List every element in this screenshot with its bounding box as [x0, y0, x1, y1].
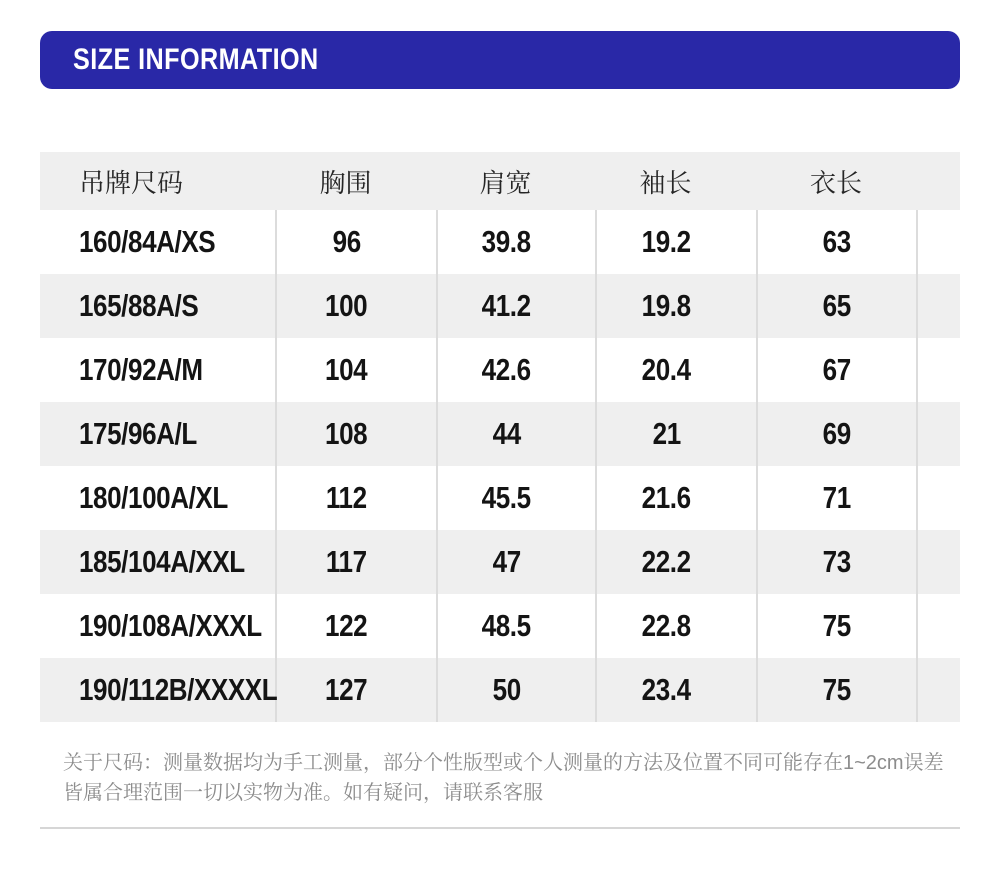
column-header-filler: [916, 152, 960, 210]
table-row: [40, 530, 960, 594]
section-title: SIZE INFORMATION: [73, 43, 319, 76]
cell-filler: [916, 338, 960, 402]
cell-length: 65: [756, 274, 916, 338]
table-row: [40, 658, 960, 722]
size-note-line-2: 皆属合理范围一切以实物为准。如有疑问，请联系客服: [63, 782, 543, 804]
cell-sleeve: 22.2: [595, 530, 756, 594]
cell-sleeve: 19.2: [595, 210, 756, 274]
cell-shoulder: 44: [436, 402, 595, 466]
cell-length: 69: [756, 402, 916, 466]
cell-size: 165/88A/S: [79, 288, 199, 323]
cell-length: 71: [756, 466, 916, 530]
cell-size: 190/112B/XXXXL: [79, 672, 278, 707]
cell-sleeve: 22.8: [595, 594, 756, 658]
table-row: [40, 466, 960, 530]
cell-length: 75: [756, 594, 916, 658]
cell-size: 160/84A/XS: [79, 224, 216, 259]
size-table: [40, 152, 960, 722]
cell-sleeve: 19.8: [595, 274, 756, 338]
cell-shoulder: 48.5: [436, 594, 595, 658]
column-header-tag-size: 吊牌尺码: [79, 167, 184, 198]
cell-sleeve: 20.4: [595, 338, 756, 402]
column-header-chest: 胸围: [319, 167, 372, 198]
cell-chest: 112: [275, 466, 436, 530]
cell-shoulder: 50: [436, 658, 595, 722]
table-row: [40, 338, 960, 402]
cell-filler: [916, 274, 960, 338]
cell-filler: [916, 594, 960, 658]
cell-sleeve: 21.6: [595, 466, 756, 530]
cell-size: 170/92A/M: [79, 352, 203, 387]
cell-shoulder: 45.5: [436, 466, 595, 530]
table-row: [40, 274, 960, 338]
cell-size: 190/108A/XXXL: [79, 608, 262, 643]
table-row: [40, 594, 960, 658]
cell-filler: [916, 530, 960, 594]
cell-size: 185/104A/XXL: [79, 544, 245, 579]
cell-filler: [916, 466, 960, 530]
cell-chest: 104: [275, 338, 436, 402]
cell-length: 73: [756, 530, 916, 594]
cell-chest: 127: [275, 658, 436, 722]
table-header-row: [40, 152, 960, 210]
size-note: [40, 748, 960, 808]
cell-chest: 122: [275, 594, 436, 658]
cell-shoulder: 41.2: [436, 274, 595, 338]
cell-chest: 117: [275, 530, 436, 594]
cell-size: 175/96A/L: [79, 416, 197, 451]
cell-filler: [916, 210, 960, 274]
cell-filler: [916, 402, 960, 466]
cell-sleeve: 23.4: [595, 658, 756, 722]
bottom-divider: [40, 827, 960, 829]
cell-shoulder: 42.6: [436, 338, 595, 402]
column-header-sleeve: 袖长: [639, 167, 692, 198]
cell-shoulder: 39.8: [436, 210, 595, 274]
column-header-length: 衣长: [809, 167, 862, 198]
cell-shoulder: 47: [436, 530, 595, 594]
cell-length: 75: [756, 658, 916, 722]
cell-length: 67: [756, 338, 916, 402]
size-note-line-1: 关于尺码：测量数据均为手工测量，部分个性版型或个人测量的方法及位置不同可能存在1~2cm误差: [63, 752, 944, 774]
cell-chest: 108: [275, 402, 436, 466]
cell-sleeve: 21: [595, 402, 756, 466]
cell-filler: [916, 658, 960, 722]
cell-chest: 100: [275, 274, 436, 338]
table-row: [40, 210, 960, 274]
cell-length: 63: [756, 210, 916, 274]
cell-size: 180/100A/XL: [79, 480, 228, 515]
cell-chest: 96: [275, 210, 436, 274]
table-row: [40, 402, 960, 466]
column-header-shoulder: 肩宽: [479, 167, 532, 198]
size-information-banner: [40, 31, 960, 89]
